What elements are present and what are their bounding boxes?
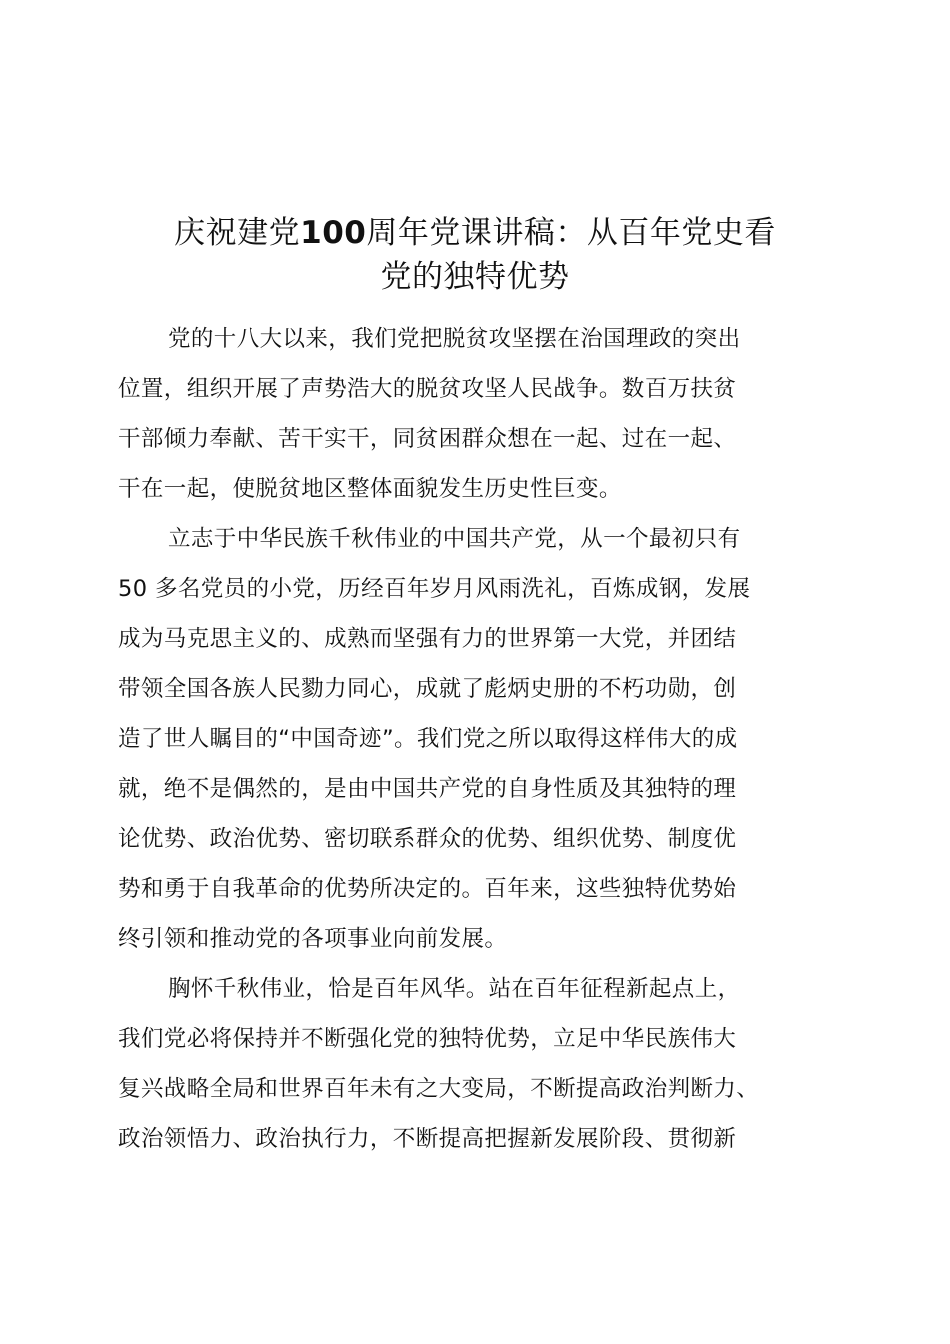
- title-text-part1: 庆祝建党: [174, 214, 301, 251]
- title-number: 100: [300, 214, 367, 251]
- text-line: 成为马克思主义的、成熟而坚强有力的世界第一大党，并团结: [118, 626, 737, 652]
- text-line: 我们党必将保持并不断强化党的独特优势，立足中华民族伟大: [118, 1026, 737, 1052]
- paragraph-1: [118, 314, 833, 514]
- text-line: 50 多名党员的小党，历经百年岁月风雨洗礼，百炼成钢，发展: [118, 576, 751, 602]
- text-line: 造了世人瞩目的“中国奇迹”。我们党之所以取得这样伟大的成: [118, 726, 738, 752]
- paragraph-2: [118, 514, 833, 964]
- text-line: 就，绝不是偶然的，是由中国共产党的自身性质及其独特的理: [118, 776, 737, 802]
- text-line: 干在一起，使脱贫地区整体面貌发生历史性巨变。: [118, 476, 622, 502]
- text-line: 干部倾力奉献、苦干实干，同贫困群众想在一起、过在一起、: [118, 426, 737, 452]
- text-line: 论优势、政治优势、密切联系群众的优势、组织优势、制度优: [118, 826, 737, 852]
- title-line-1: [120, 211, 830, 255]
- title-text-part2: 周年党课讲稿：从百年党史看: [366, 214, 776, 251]
- text-line: 胸怀千秋伟业，恰是百年风华。站在百年征程新起点上，: [168, 976, 741, 1002]
- text-line: 带领全国各族人民勠力同心，成就了彪炳史册的不朽功勋，创: [118, 676, 737, 702]
- text-line: 立志于中华民族千秋伟业的中国共产党，从一个最初只有: [168, 526, 741, 552]
- text-line: 势和勇于自我革命的优势所决定的。百年来，这些独特优势始: [118, 876, 737, 902]
- text-line: 复兴战略全局和世界百年未有之大变局，不断提高政治判断力、: [118, 1076, 760, 1102]
- document-body: [118, 314, 833, 1164]
- text-line: 位置，组织开展了声势浩大的脱贫攻坚人民战争。数百万扶贫: [118, 376, 737, 402]
- paragraph-3: [118, 964, 833, 1164]
- text-line: 党的十八大以来，我们党把脱贫攻坚摆在治国理政的突出: [168, 326, 741, 352]
- title-line-2: 党的独特优势: [380, 258, 570, 295]
- document-title: [120, 211, 830, 299]
- text-line: 政治领悟力、政治执行力，不断提高把握新发展阶段、贯彻新: [118, 1126, 737, 1152]
- text-line: 终引领和推动党的各项事业向前发展。: [118, 926, 508, 952]
